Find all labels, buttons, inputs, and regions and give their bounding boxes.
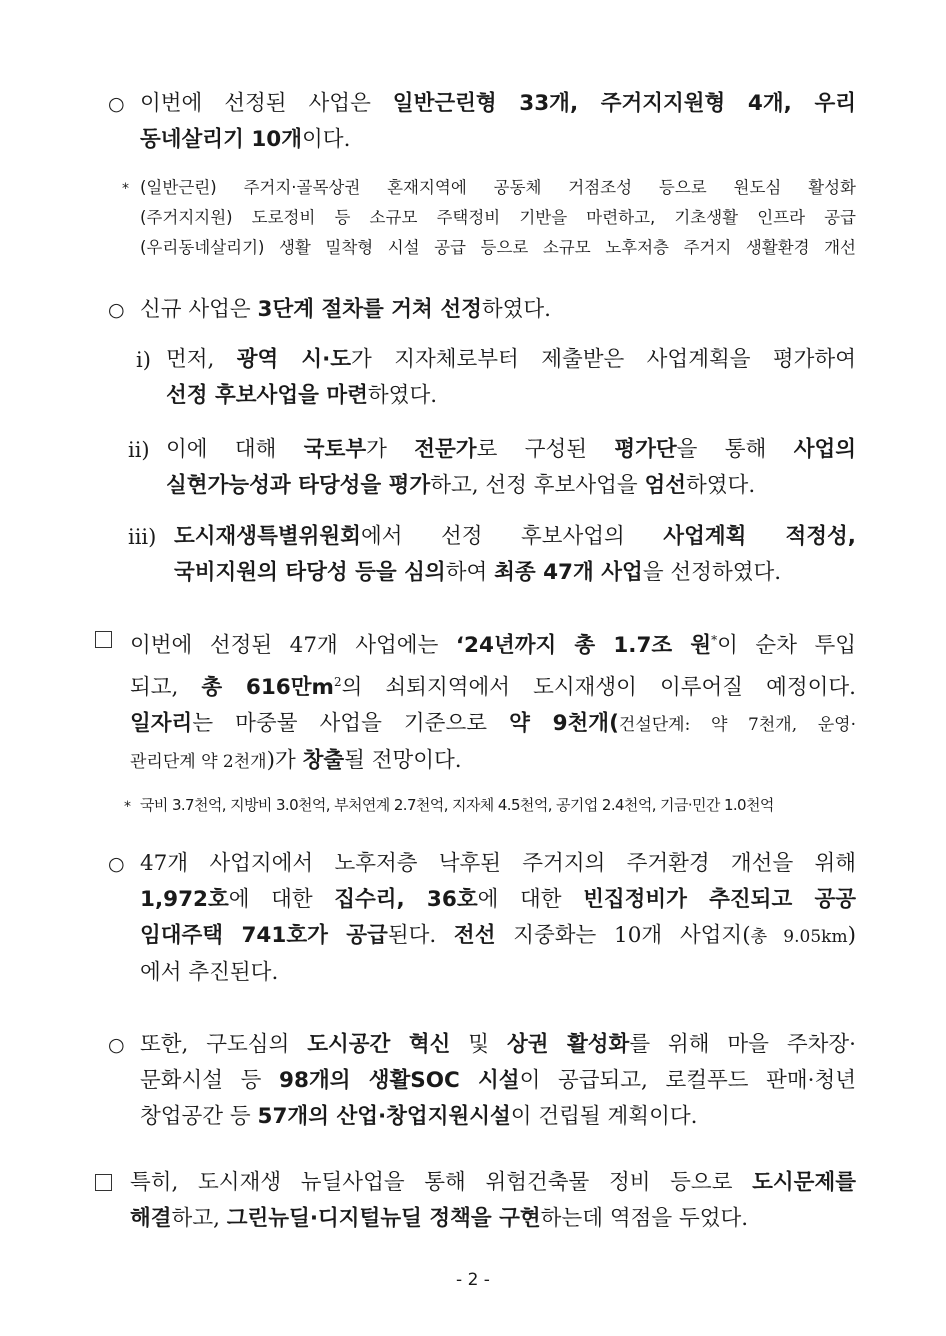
circle-bullet: ○ <box>108 93 125 115</box>
footnote-star: * <box>122 181 129 197</box>
text-line: 에서 추진된다. <box>140 960 279 985</box>
roman-marker-i: i) <box>136 348 151 372</box>
text-line: 일자리는 마중물 사업을 기준으로 약 9천개(건설단계: 약 7천개, 운영· <box>130 711 856 737</box>
paragraph-investment <box>130 622 856 780</box>
checkbox-square-icon <box>95 1174 112 1191</box>
text-line: 또한, 구도심의 도시공간 혁신 및 상권 활성화를 위해 마을 주차장· <box>140 1032 856 1057</box>
note-line: 국비 3.7천억, 지방비 3.0천억, 부처연계 2.7천억, 지자체 4.5천억, 공기업 2.4천억, 기금·민간 1.0천억 <box>140 796 774 814</box>
text-line: 신규 사업은 3단계 절차를 거쳐 선정하였다. <box>140 297 552 322</box>
footnote-funding <box>140 790 856 820</box>
text-line: 이번에 선정된 47개 사업에는 ‘24년까지 총 1.7조 원*이 순차 투입 <box>130 633 857 659</box>
text-line: 먼저, 광역 시·도가 지자체로부터 제출받은 사업계획을 평가하여 <box>166 347 856 372</box>
paragraph-housing <box>140 846 856 991</box>
text-line: 1,972호에 대한 집수리, 36호에 대한 빈집정비가 추진되고 공공 <box>140 887 856 912</box>
step-1 <box>166 342 856 414</box>
text-line: 도시재생특별위원회에서 선정 후보사업의 사업계획 적정성, <box>174 524 856 549</box>
text-line: 임대주택 741호가 공급된다. 전선 지중화는 10개 사업지(총 9.05km) <box>140 923 856 948</box>
text-line: 이번에 선정된 사업은 일반근린형 33개, 주거지지원형 4개, 우리 <box>140 91 856 116</box>
roman-marker-iii: iii) <box>128 525 157 549</box>
text-line: 창업공간 등 57개의 산업·창업지원시설이 건립될 계획이다. <box>140 1104 698 1129</box>
note-line: (우리동네살리기) 생활 밀착형 시설 공급 등으로 소규모 노후저층 주거지 생활환경 개선 <box>140 238 856 257</box>
text-line: 관리단계 약 2천개)가 창출될 전망이다. <box>130 748 462 774</box>
text-line: 특히, 도시재생 뉴딜사업을 통해 위험건축물 정비 등으로 도시문제를 <box>130 1170 856 1195</box>
checkbox-square-icon <box>95 631 112 648</box>
footnote-project-types <box>140 173 856 263</box>
roman-marker-ii: ii) <box>128 438 150 462</box>
paragraph-new-deal <box>130 1165 856 1237</box>
paragraph-selection-process <box>140 292 856 328</box>
text-line: 해결하고, 그린뉴딜·디지털뉴딜 정책을 구현하는데 역점을 두었다. <box>130 1206 749 1231</box>
step-3 <box>174 519 856 591</box>
circle-bullet: ○ <box>108 853 125 875</box>
note-line: (주거지지원) 도로정비 등 소규모 주택정비 기반을 마련하고, 기초생활 인프라 공급 <box>140 208 856 227</box>
step-2 <box>166 432 856 504</box>
text-line: 실현가능성과 타당성을 평가하고, 선정 후보사업을 엄선하였다. <box>166 473 756 498</box>
text-line: 선정 후보사업을 마련하였다. <box>166 383 438 408</box>
paragraph-urban-space <box>140 1027 856 1135</box>
text-line: 문화시설 등 98개의 생활SOC 시설이 공급되고, 로컬푸드 판매·청년 <box>140 1068 857 1093</box>
note-line: (일반근린) 주거지·골목상권 혼재지역에 공동체 거점조성 등으로 원도심 활성화 <box>140 178 856 197</box>
text-line: 동네살리기 10개이다. <box>140 127 351 152</box>
footnote-star: * <box>124 799 131 815</box>
text-line: 되고, 총 616만$m^2$의 쇠퇴지역에서 도시재생이 이루어질 예정이다. <box>130 675 856 701</box>
circle-bullet: ○ <box>108 1034 125 1056</box>
text-line: 국비지원의 타당성 등을 심의하여 최종 47개 사업을 선정하였다. <box>174 560 782 585</box>
text-line: 47개 사업지에서 노후저층 낙후된 주거지의 주거환경 개선을 위해 <box>140 851 856 876</box>
paragraph-selected-projects <box>140 86 856 158</box>
circle-bullet: ○ <box>108 299 125 321</box>
text-line: 이에 대해 국토부가 전문가로 구성된 평가단을 통해 사업의 <box>166 437 857 462</box>
page-number: - 2 - <box>456 1270 490 1290</box>
